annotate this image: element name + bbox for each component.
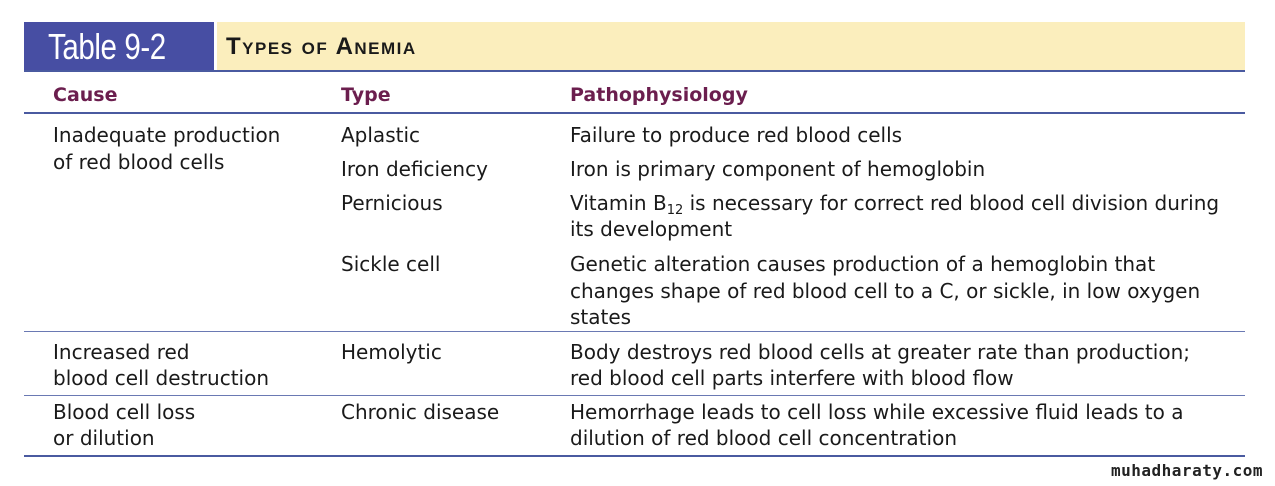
row-divider (24, 395, 1245, 396)
type-cell: Pernicious (341, 191, 443, 215)
subscript-12: 12 (666, 203, 684, 218)
bottom-rule (24, 455, 1245, 457)
cause-cell: Inadequate production (53, 123, 281, 147)
header-type: Type (341, 84, 391, 106)
pathophysiology-cell: states (570, 305, 632, 329)
header-pathophysiology: Pathophysiology (570, 84, 748, 106)
pathophysiology-cell: Vitamin $B_{12}$ is necessary for correct red blood cell division during (570, 191, 1220, 218)
type-cell: Hemolytic (341, 340, 442, 364)
pathophysiology-cell: Hemorrhage leads to cell loss while excessive fluid leads to a (570, 400, 1184, 424)
title-separator (214, 22, 217, 71)
type-cell: Chronic disease (341, 400, 500, 424)
cause-cell: Increased red (53, 340, 190, 364)
cause-cell: Blood cell loss (53, 400, 196, 424)
row-divider (24, 331, 1245, 332)
type-cell: Iron deficiency (341, 157, 488, 181)
pathophysiology-cell: changes shape of red blood cell to a C, or sickle, in low oxygen (570, 279, 1201, 303)
cause-cell: of red blood cells (53, 150, 225, 174)
pathophysiology-cell: Iron is primary component of hemoglobin (570, 157, 986, 181)
table-title: Types of Anemia (226, 33, 417, 60)
type-cell: Sickle cell (341, 252, 441, 276)
pathophysiology-cell: Body destroys red blood cells at greater rate than production; (570, 340, 1190, 364)
pathophysiology-cell: red blood cell parts interfere with blood flow (570, 366, 1014, 390)
table-number: Table 9-2 (24, 22, 214, 71)
header-rule (24, 112, 1245, 114)
pathophysiology-cell: Failure to produce red blood cells (570, 123, 903, 147)
pathophysiology-cell: dilution of red blood cell concentration (570, 426, 957, 450)
pathophysiology-cell: Genetic alteration causes production of a hemoglobin that (570, 252, 1156, 276)
header-cause: Cause (53, 84, 118, 106)
top-rule (24, 70, 1245, 72)
watermark: muhadharaty.com (1111, 461, 1263, 480)
pathophysiology-cell: its development (570, 217, 733, 241)
type-cell: Aplastic (341, 123, 421, 147)
cause-cell: blood cell destruction (53, 366, 270, 390)
cause-cell: or dilution (53, 426, 155, 450)
